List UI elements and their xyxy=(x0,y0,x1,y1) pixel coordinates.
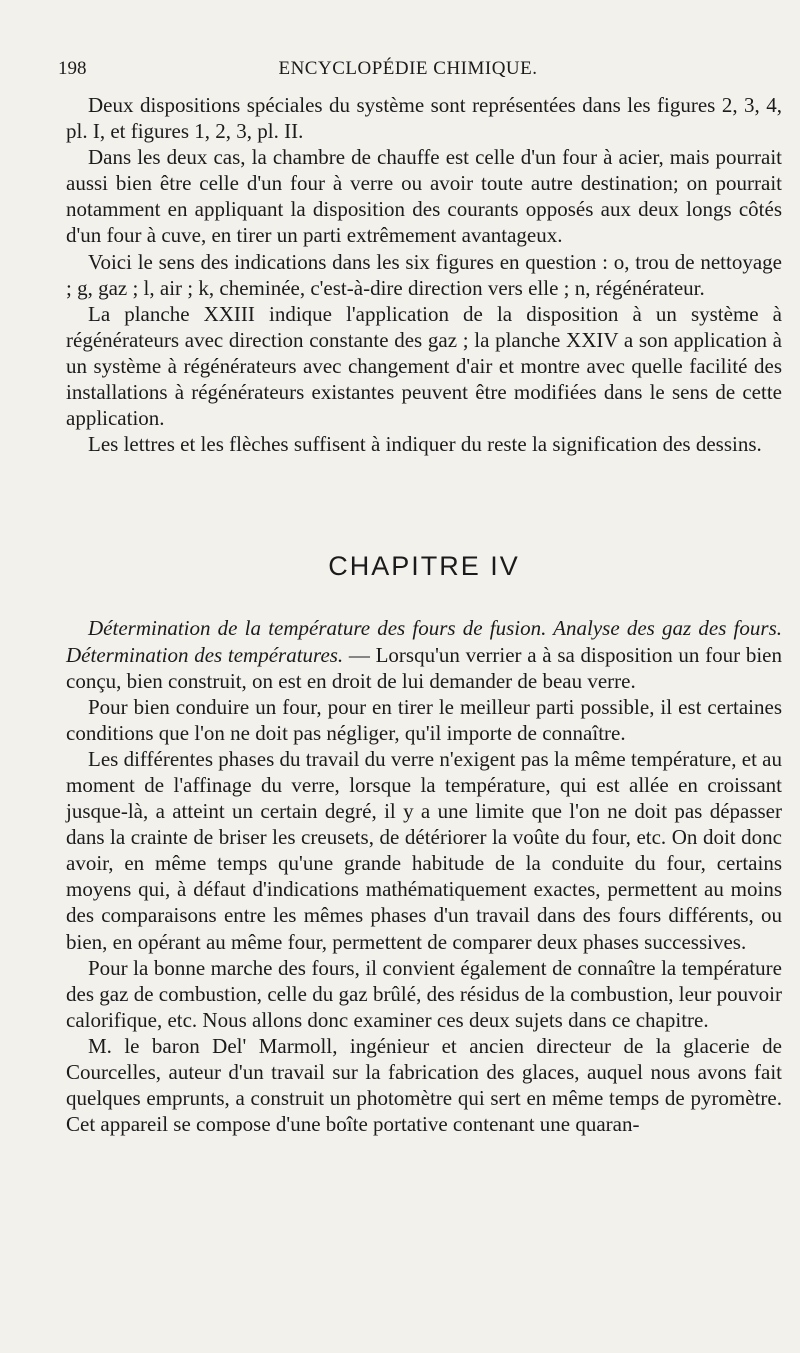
paragraph: Pour bien conduire un four, pour en tirer le meilleur parti possible, il est certaines conditions que l'on ne doit pas négliger, qu'il importe de connaître. xyxy=(66,694,782,745)
running-title: ENCYCLOPÉDIE CHIMIQUE. xyxy=(278,58,538,79)
paragraph: M. le baron Del' Marmoll, ingénieur et ancien directeur de la glacerie de Courcelles, auteur d'un travail sur la fabrication des glaces, auquel nous avons fait quelques emprunts, a construit un photomètre qui sert en même temps de pyromètre. Cet appareil se compose d'une boîte portative contenant une quaran- xyxy=(66,1033,782,1137)
paragraph: Les lettres et les flèches suffisent à indiquer du reste la signification des dessins. xyxy=(88,432,762,457)
paragraph: Voici le sens des indications dans les six figures en question : o, trou de nettoyage ; g, gaz ; l, air ; k, cheminée, c'est-à-dire direction vers elle ; n, régénérateur. xyxy=(66,249,782,300)
paragraph: Deux dispositions spéciales du système sont représentées dans les figures 2, 3, 4, pl. I, et figures 1, 2, 3, pl. II. xyxy=(66,93,782,144)
paragraph: Pour la bonne marche des fours, il convient également de connaître la température des gaz de combustion, celle du gaz brûlé, des résidus de la combustion, leur pouvoir calorifique, etc. Nous allons donc examiner ces deux sujets dans ce chapitre. xyxy=(66,955,782,1032)
section-heading: Détermination de la température des fours de fusion. Analyse des gaz des fours. Détermination des températures. xyxy=(66,616,782,667)
chapter-title: CHAPITRE IV xyxy=(328,551,520,582)
paragraph: La planche XXIII indique l'application de la disposition à un système à régénérateurs avec direction constante des gaz ; la planche XXIV a son application à un système à régénérateurs avec changement d'air et montre avec quelle facilité des installations à régénérateurs existantes peuvent être modifiées dans le sens de cette application. xyxy=(66,301,782,431)
page-number: 198 xyxy=(58,58,87,79)
paragraph: Les différentes phases du travail du verre n'exigent pas la même température, et au moment de l'affinage du verre, lorsque la température, qui est allée en croissant jusque-là, a atteint un certain degré, il y a une limite que l'on ne doit pas dépasser dans la crainte de briser les creusets, de détériorer la voûte du four, etc. On doit donc avoir, en même temps qu'une grande habitude de la conduite du four, certains moyens qui, à défaut d'indications mathématiquement exactes, permettent au moins des comparaisons entre les mêmes phases d'un travail dans des fours différents, ou bien, en opérant au même four, permettent de comparer deux phases successives. xyxy=(66,746,782,954)
section-lead: — Lorsqu'un verrier a à sa disposition un four bien conçu, bien construit, on est en droit de lui demander de beau verre. xyxy=(66,642,782,693)
page-body xyxy=(66,92,782,1137)
paragraph: Dans les deux cas, la chambre de chauffe est celle d'un four à acier, mais pourrait aussi bien être celle d'un four à verre ou avoir toute autre destination; on pourrait notamment en appliquant la disposition des courants opposés aux deux longs côtés d'un four à cuve, en tirer un parti extrêmement avantageux. xyxy=(66,145,782,248)
section-paragraph xyxy=(66,615,782,693)
page-header xyxy=(58,58,758,84)
